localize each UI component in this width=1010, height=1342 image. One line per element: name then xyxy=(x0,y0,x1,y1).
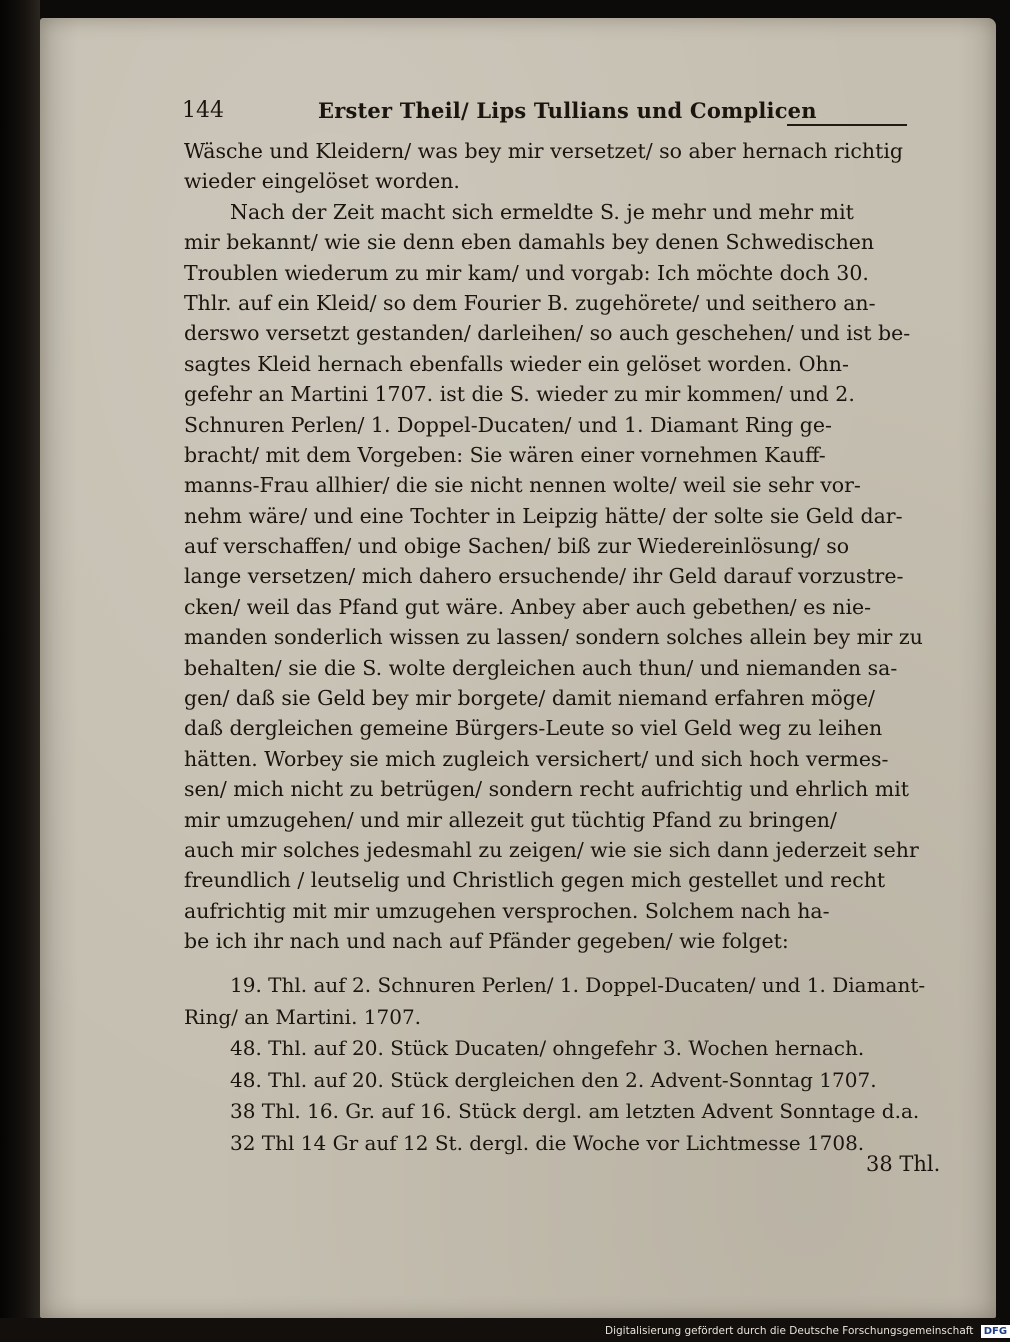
funding-credit-text: Digitalisierung gefördert durch die Deutsche Forschungsgemeinschaft xyxy=(605,1325,974,1337)
page-number: 144 xyxy=(182,98,224,123)
text-line: aufrichtig mit mir umzugehen versprochen. Solchem nach ha- xyxy=(184,898,830,923)
text-line: Wäsche und Kleidern/ was bey mir versetzet/ so aber hernach richtig xyxy=(184,139,904,163)
dfg-logo: DFG xyxy=(981,1325,1010,1338)
pawn-entry: 32 Thl 14 Gr auf 12 St. dergl. die Woche vor Lichtmesse 1708. xyxy=(230,1130,865,1155)
pawn-entry: 19. Thl. auf 2. Schnuren Perlen/ 1. Doppel-Ducaten/ und 1. Diamant- xyxy=(230,973,926,997)
pawn-entries-list xyxy=(184,970,956,1160)
text-line: Troublen wiederum zu mir kam/ und vorgab: Ich möchte doch 30. xyxy=(184,260,869,285)
text-line: mir bekannt/ wie sie denn eben damahls bey denen Schwedischen xyxy=(184,230,875,255)
text-line: wieder eingelöset worden. xyxy=(184,169,460,194)
text-line: sagtes Kleid hernach ebenfalls wieder ein gelöset worden. Ohn- xyxy=(184,351,849,376)
text-line: auch mir solches jedesmahl zu zeigen/ wie sie sich dann jederzeit sehr xyxy=(184,837,919,862)
pawn-entry: 48. Thl. auf 20. Stück dergleichen den 2. Advent-Sonntag 1707. xyxy=(230,1067,877,1092)
text-line: be ich ihr nach und nach auf Pfänder gegeben/ wie folget: xyxy=(184,929,789,954)
text-line: gefehr an Martini 1707. ist die S. wieder zu mir kommen/ und 2. xyxy=(184,382,855,407)
text-line: gen/ daß sie Geld bey mir borgete/ damit niemand erfahren möge/ xyxy=(184,686,875,711)
catchword: 38 Thl. xyxy=(866,1152,941,1176)
text-line: derswo versetzt gestanden/ darleihen/ so auch geschehen/ und ist be- xyxy=(184,321,911,346)
text-line: cken/ weil das Pfand gut wäre. Anbey aber auch gebethen/ es nie- xyxy=(184,594,872,619)
text-line: manns-Frau allhier/ die sie nicht nennen wolte/ weil sie sehr vor- xyxy=(184,473,861,498)
text-line: Schnuren Perlen/ 1. Doppel-Ducaten/ und 1. Diamant Ring ge- xyxy=(184,412,832,437)
text-line: bracht/ mit dem Vorgeben: Sie wären einer vornehmen Kauff- xyxy=(184,442,826,467)
text-line: hätten. Worbey sie mich zugleich versichert/ und sich hoch vermes- xyxy=(184,746,889,771)
pawn-entry: 48. Thl. auf 20. Stück Ducaten/ ohngefehr 3. Wochen hernach. xyxy=(230,1036,865,1061)
running-title: Erster Theil/ Lips Tullians und Complicen xyxy=(318,98,817,123)
text-line: nehm wäre/ und eine Tochter in Leipzig hätte/ der solte sie Geld dar- xyxy=(184,503,903,528)
text-line: Thlr. auf ein Kleid/ so dem Fourier B. zugehörete/ und seithero an- xyxy=(184,290,876,315)
text-line: sen/ mich nicht zu betrügen/ sondern recht aufrichtig und ehrlich mit xyxy=(184,777,909,802)
text-line: manden sonderlich wissen zu lassen/ sondern solches allein bey mir zu xyxy=(184,625,923,650)
text-line: Nach der Zeit macht sich ermeldte S. je mehr und mehr mit xyxy=(230,199,854,224)
binding-edge xyxy=(0,0,40,1342)
header-rule xyxy=(787,124,907,126)
text-line: mir umzugehen/ und mir allezeit gut tüchtig Pfand zu bringen/ xyxy=(184,807,837,832)
text-line: freundlich / leutselig und Christlich gegen mich gestellet und recht xyxy=(184,868,886,893)
pawn-entry: 38 Thl. 16. Gr. auf 16. Stück dergl. am letzten Advent Sonntage d.a. xyxy=(230,1099,920,1124)
funding-credit xyxy=(605,1322,1010,1340)
body-text xyxy=(184,136,956,957)
text-line: auf verschaffen/ und obige Sachen/ biß zur Wiedereinlösung/ so xyxy=(184,534,850,559)
text-line: behalten/ sie die S. wolte dergleichen auch thun/ und niemanden sa- xyxy=(184,655,898,680)
text-line: daß dergleichen gemeine Bürgers-Leute so viel Geld weg zu leihen xyxy=(184,716,883,741)
text-line: lange versetzen/ mich dahero ersuchende/ ihr Geld darauf vorzustre- xyxy=(184,564,904,589)
pawn-entry: Ring/ an Martini. 1707. xyxy=(184,1004,422,1029)
